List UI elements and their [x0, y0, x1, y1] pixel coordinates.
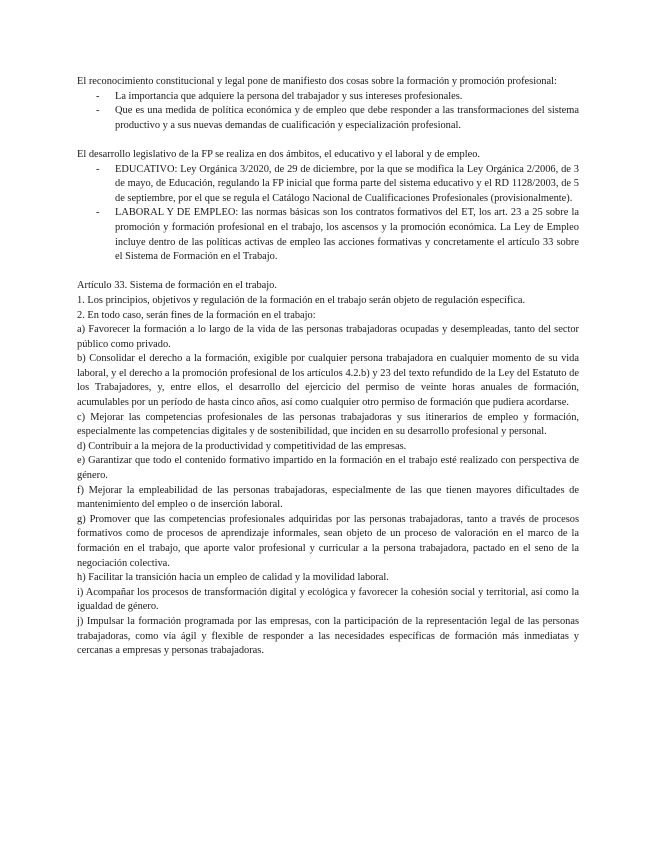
article-item-j: j) Impulsar la formación programada por las empresas, con la participación de la representación legal de las personas trabajadoras, como vía ágil y flexible de responder a las necesidades específicas de formación más inmediatas y cercanas a empresas y personas trabajadoras. — [77, 615, 579, 657]
desarrollo-paragraph: El desarrollo legislativo de la FP se realiza en dos ámbitos, el educativo y el laboral y de empleo. — [77, 148, 480, 160]
article-item-d: d) Contribuir a la mejora de la productividad y competitividad de las empresas. — [77, 440, 407, 452]
article-item-i: i) Acompañar los procesos de transformación digital y ecológica y favorecer la cohesión social y territorial, así como la igualdad de género. — [77, 586, 579, 613]
article-item-f: f) Mejorar la empleabilidad de las personas trabajadoras, especialmente de las que tienen mayores dificultades de mantenimiento del empleo o de inserción laboral. — [77, 484, 579, 511]
intro-paragraph: El reconocimiento constitucional y legal pone de manifiesto dos cosas sobre la formación y promoción profesional: — [77, 76, 557, 87]
desarrollo-list — [77, 163, 579, 265]
spacer — [77, 133, 579, 148]
intro-bullet: - La importancia que adquiere la persona del trabajador y sus intereses profesionales. — [115, 90, 579, 105]
desarrollo-bullet-laboral: - LABORAL Y DE EMPLEO: las normas básicas son los contratos formativos del ET, los art. 23 a 25 sobre la promoción y formación profesional en el trabajo, los ascensos y la promoción económica. La Ley de Empleo incluye dentro de las políticas activas de empleo las acciones formativas y concretamente el artículo 33 sobre el Sistema de Formación en el Trabajo. — [115, 206, 579, 264]
intro-bullet: - Que es una medida de política económica y de empleo que debe responder a las transformaciones del sistema productivo y a sus nuevas demandas de cualificación y especialización profesional. — [115, 104, 579, 133]
spacer — [77, 265, 579, 280]
article-title: Artículo 33. Sistema de formación en el trabajo. — [77, 280, 277, 292]
article-paragraph-2: 2. En todo caso, serán fines de la formación en el trabajo: — [77, 309, 316, 321]
article-item-e: e) Garantizar que todo el contenido formativo impartido en la formación en el trabajo esté realizado con perspectiva de género. — [77, 455, 579, 482]
article-item-g: g) Promover que las competencias profesionales adquiridas por las personas trabajadoras, tanto a través de procesos formativos como de procesos de aprendizaje informales, sean objeto de un proceso de valoración en el marco de la formación en el trabajo, que aporte valor profesional y curricular a la persona trabajadora, pactado en el seno de la negociación colectiva. — [77, 513, 579, 569]
article-item-c: c) Mejorar las competencias profesionales de las personas trabajadoras y sus itinerarios de empleo y formación, especialmente las competencias digitales y de sostenibilidad, que inciden en su desarrollo profesional y personal. — [77, 411, 579, 438]
article-item-h: h) Facilitar la transición hacia un empleo de calidad y la movilidad laboral. — [77, 572, 389, 584]
document-page — [77, 75, 579, 659]
article-item-a: a) Favorecer la formación a lo largo de la vida de las personas trabajadoras ocupadas y desempleadas, tanto del sector público como privado. — [77, 324, 579, 350]
article-paragraph-1: 1. Los principios, objetivos y regulación de la formación en el trabajo serán objeto de regulación específica. — [77, 294, 526, 306]
article-item-b: b) Consolidar el derecho a la formación, exigible por cualquier persona trabajadora en cualquier momento de su vida laboral, y el derecho a la promoción profesional de los artículos 4.2.b) y 23 del texto refundido de la Ley del Estatuto de los Trabajadores, y, entre ellos, el desarrollo del ejercicio del permiso de veinte horas anuales de formación, acumulables por un período de hasta cinco años, así como cualquier otro permiso de formación que pudiera acordarse. — [77, 353, 579, 409]
desarrollo-bullet-educativo: - EDUCATIVO: Ley Orgánica 3/2020, de 29 de diciembre, por la que se modifica la Ley Orgánica 2/2006, de 3 de mayo, de Educación, regulando la FP inicial que forma parte del sistema educativo y el RD 1128/2003, de 5 de septiembre, por el que se regula el Catálogo Nacional de Cualificaciones Profesionales (provisionalmente). — [115, 163, 579, 207]
intro-list — [77, 90, 579, 134]
